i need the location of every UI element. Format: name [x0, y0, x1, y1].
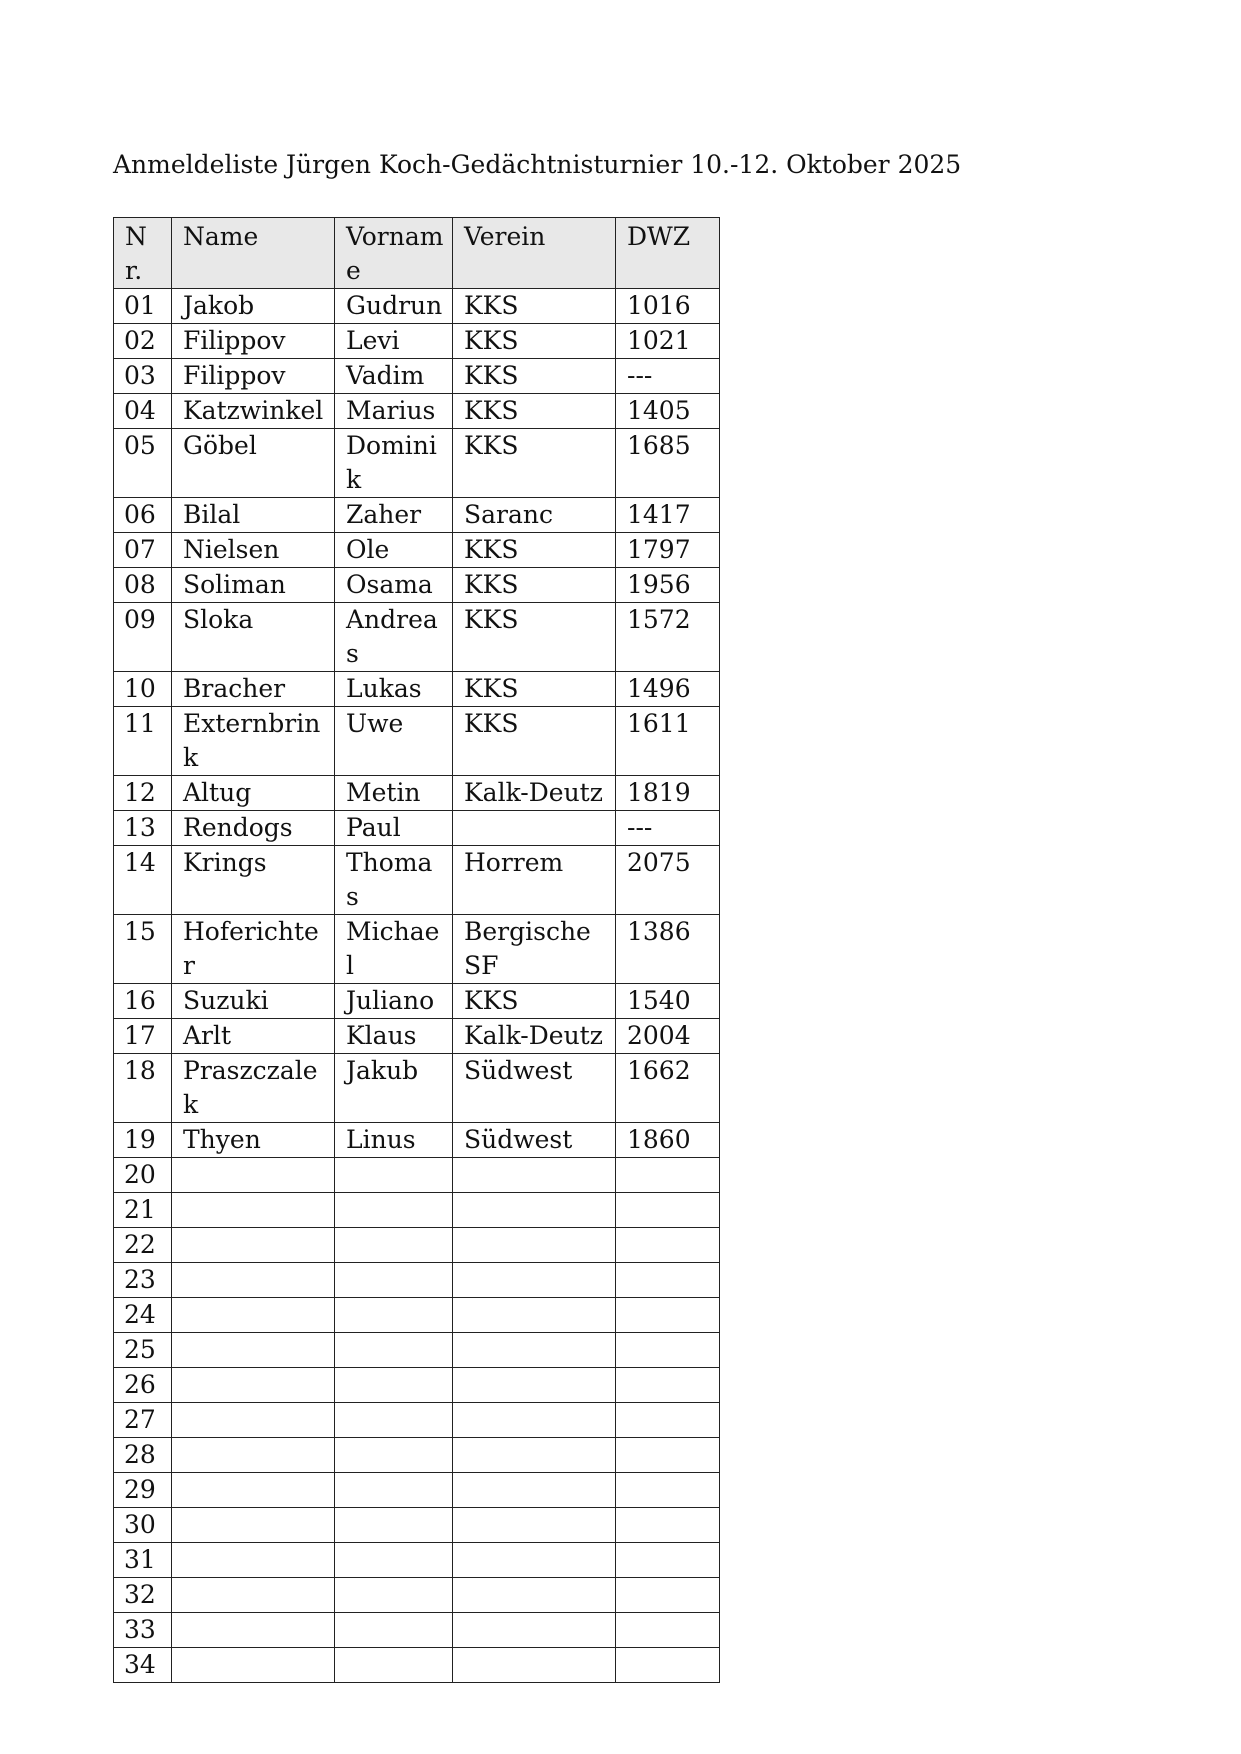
cell-verein: KKS [453, 359, 616, 394]
cell-name: Sloka [172, 603, 335, 672]
cell-name: Krings [172, 846, 335, 915]
cell-name: Rendogs [172, 811, 335, 846]
cell-dwz [616, 1578, 720, 1613]
cell-verein [453, 1508, 616, 1543]
cell-name: Thyen [172, 1123, 335, 1158]
table-row [114, 394, 720, 429]
cell-verein [453, 1648, 616, 1683]
cell-verein: KKS [453, 568, 616, 603]
table-row [114, 1368, 720, 1403]
page-title: Anmeldeliste Jürgen Koch-Gedächtnisturnier 10.-12. Oktober 2025 [113, 150, 962, 179]
cell-vorname: Vadim [335, 359, 453, 394]
table-row [114, 1054, 720, 1123]
cell-vorname [335, 1473, 453, 1508]
cell-nr: 13 [114, 811, 172, 846]
cell-verein [453, 1403, 616, 1438]
cell-dwz: 1016 [616, 289, 720, 324]
cell-verein [453, 1543, 616, 1578]
cell-nr: 02 [114, 324, 172, 359]
cell-vorname [335, 1648, 453, 1683]
cell-name: Bilal [172, 498, 335, 533]
cell-dwz [616, 1193, 720, 1228]
cell-nr: 11 [114, 707, 172, 776]
cell-nr: 34 [114, 1648, 172, 1683]
cell-name: Hoferichter [172, 915, 335, 984]
cell-vorname [335, 1613, 453, 1648]
cell-name: Externbrink [172, 707, 335, 776]
cell-name [172, 1438, 335, 1473]
table-row [114, 1228, 720, 1263]
cell-vorname: Lukas [335, 672, 453, 707]
cell-nr: 03 [114, 359, 172, 394]
table-row [114, 498, 720, 533]
cell-dwz [616, 1473, 720, 1508]
cell-vorname: Metin [335, 776, 453, 811]
cell-name: Göbel [172, 429, 335, 498]
table-row [114, 1543, 720, 1578]
cell-vorname: Gudrun [335, 289, 453, 324]
cell-dwz: 1797 [616, 533, 720, 568]
cell-verein [453, 1298, 616, 1333]
cell-nr: 27 [114, 1403, 172, 1438]
cell-nr: 09 [114, 603, 172, 672]
cell-nr: 19 [114, 1123, 172, 1158]
table-row [114, 1333, 720, 1368]
cell-nr: 14 [114, 846, 172, 915]
cell-vorname: Uwe [335, 707, 453, 776]
cell-dwz: 2075 [616, 846, 720, 915]
cell-nr: 08 [114, 568, 172, 603]
cell-verein [453, 1228, 616, 1263]
cell-vorname: Linus [335, 1123, 453, 1158]
cell-dwz: --- [616, 811, 720, 846]
cell-verein [453, 1473, 616, 1508]
table-row [114, 324, 720, 359]
cell-name: Suzuki [172, 984, 335, 1019]
table-row [114, 1193, 720, 1228]
cell-nr: 20 [114, 1158, 172, 1193]
cell-dwz: 1386 [616, 915, 720, 984]
column-header-verein: Verein [453, 218, 616, 289]
cell-vorname [335, 1333, 453, 1368]
cell-name: Nielsen [172, 533, 335, 568]
cell-name: Filippov [172, 324, 335, 359]
cell-verein [453, 1368, 616, 1403]
cell-dwz [616, 1613, 720, 1648]
cell-nr: 22 [114, 1228, 172, 1263]
cell-nr: 07 [114, 533, 172, 568]
table-row [114, 1578, 720, 1613]
column-header-nr: Nr. [114, 218, 172, 289]
cell-vorname [335, 1298, 453, 1333]
cell-verein: KKS [453, 707, 616, 776]
table-row [114, 672, 720, 707]
table-header-row [114, 218, 720, 289]
cell-verein: KKS [453, 603, 616, 672]
cell-name [172, 1578, 335, 1613]
cell-verein: KKS [453, 429, 616, 498]
cell-name [172, 1228, 335, 1263]
table-row [114, 1613, 720, 1648]
cell-vorname [335, 1263, 453, 1298]
table-row [114, 1473, 720, 1508]
cell-verein: Saranc [453, 498, 616, 533]
cell-vorname [335, 1543, 453, 1578]
cell-name: Jakob [172, 289, 335, 324]
cell-nr: 04 [114, 394, 172, 429]
cell-name: Altug [172, 776, 335, 811]
cell-name: Soliman [172, 568, 335, 603]
cell-vorname: Thomas [335, 846, 453, 915]
table-row [114, 915, 720, 984]
table-row [114, 776, 720, 811]
table-row [114, 984, 720, 1019]
cell-name [172, 1333, 335, 1368]
table-row [114, 1158, 720, 1193]
cell-dwz: 1860 [616, 1123, 720, 1158]
table-row [114, 603, 720, 672]
cell-dwz: 1611 [616, 707, 720, 776]
table-row [114, 707, 720, 776]
table-body [114, 289, 720, 1683]
table-row [114, 289, 720, 324]
table-row [114, 1019, 720, 1054]
cell-verein: KKS [453, 533, 616, 568]
cell-nr: 32 [114, 1578, 172, 1613]
cell-nr: 17 [114, 1019, 172, 1054]
cell-dwz: 1956 [616, 568, 720, 603]
cell-dwz: 1662 [616, 1054, 720, 1123]
column-header-dwz: DWZ [616, 218, 720, 289]
cell-dwz: 2004 [616, 1019, 720, 1054]
cell-name [172, 1543, 335, 1578]
cell-dwz [616, 1368, 720, 1403]
cell-verein [453, 1333, 616, 1368]
cell-verein: KKS [453, 289, 616, 324]
cell-nr: 29 [114, 1473, 172, 1508]
cell-verein: KKS [453, 324, 616, 359]
cell-vorname: Andreas [335, 603, 453, 672]
cell-name [172, 1368, 335, 1403]
cell-dwz: 1572 [616, 603, 720, 672]
cell-verein [453, 1438, 616, 1473]
cell-dwz: 1540 [616, 984, 720, 1019]
cell-verein: KKS [453, 984, 616, 1019]
table-row [114, 1403, 720, 1438]
cell-verein: Bergische SF [453, 915, 616, 984]
cell-verein [453, 1263, 616, 1298]
cell-vorname: Paul [335, 811, 453, 846]
cell-dwz [616, 1158, 720, 1193]
cell-vorname [335, 1403, 453, 1438]
cell-nr: 28 [114, 1438, 172, 1473]
cell-verein [453, 1193, 616, 1228]
cell-dwz: 1496 [616, 672, 720, 707]
table-row [114, 1508, 720, 1543]
cell-nr: 21 [114, 1193, 172, 1228]
cell-vorname: Levi [335, 324, 453, 359]
cell-dwz: 1685 [616, 429, 720, 498]
cell-dwz [616, 1333, 720, 1368]
cell-name: Filippov [172, 359, 335, 394]
cell-nr: 16 [114, 984, 172, 1019]
column-header-vorname: Vorname [335, 218, 453, 289]
cell-nr: 12 [114, 776, 172, 811]
table-row [114, 1123, 720, 1158]
cell-name [172, 1158, 335, 1193]
cell-vorname [335, 1508, 453, 1543]
cell-nr: 24 [114, 1298, 172, 1333]
cell-name: Bracher [172, 672, 335, 707]
cell-dwz: 1819 [616, 776, 720, 811]
cell-dwz: 1417 [616, 498, 720, 533]
cell-verein: Kalk-Deutz [453, 1019, 616, 1054]
cell-vorname: Jakub [335, 1054, 453, 1123]
cell-name [172, 1403, 335, 1438]
cell-vorname [335, 1193, 453, 1228]
table-row [114, 1298, 720, 1333]
cell-verein: KKS [453, 672, 616, 707]
cell-nr: 15 [114, 915, 172, 984]
cell-name [172, 1648, 335, 1683]
table-row [114, 1438, 720, 1473]
cell-name [172, 1508, 335, 1543]
cell-vorname: Zaher [335, 498, 453, 533]
cell-vorname: Ole [335, 533, 453, 568]
table-row [114, 359, 720, 394]
cell-nr: 26 [114, 1368, 172, 1403]
cell-vorname: Juliano [335, 984, 453, 1019]
registration-table [113, 217, 720, 1683]
cell-verein: KKS [453, 394, 616, 429]
cell-vorname: Osama [335, 568, 453, 603]
cell-nr: 23 [114, 1263, 172, 1298]
cell-nr: 01 [114, 289, 172, 324]
cell-verein [453, 1158, 616, 1193]
cell-nr: 05 [114, 429, 172, 498]
cell-vorname [335, 1368, 453, 1403]
cell-name [172, 1473, 335, 1508]
cell-nr: 31 [114, 1543, 172, 1578]
table-row [114, 429, 720, 498]
cell-vorname [335, 1578, 453, 1613]
cell-verein [453, 1613, 616, 1648]
cell-dwz [616, 1263, 720, 1298]
column-header-name: Name [172, 218, 335, 289]
cell-verein [453, 1578, 616, 1613]
cell-vorname [335, 1158, 453, 1193]
cell-nr: 33 [114, 1613, 172, 1648]
table-row [114, 846, 720, 915]
cell-name [172, 1613, 335, 1648]
table-row [114, 811, 720, 846]
table-row [114, 533, 720, 568]
cell-dwz [616, 1648, 720, 1683]
cell-nr: 25 [114, 1333, 172, 1368]
cell-name [172, 1263, 335, 1298]
cell-dwz [616, 1298, 720, 1333]
cell-verein [453, 811, 616, 846]
cell-name [172, 1298, 335, 1333]
cell-vorname [335, 1438, 453, 1473]
cell-verein: Kalk-Deutz [453, 776, 616, 811]
cell-dwz: 1405 [616, 394, 720, 429]
cell-nr: 06 [114, 498, 172, 533]
table-row [114, 568, 720, 603]
cell-vorname [335, 1228, 453, 1263]
cell-nr: 18 [114, 1054, 172, 1123]
cell-verein: Südwest [453, 1123, 616, 1158]
cell-vorname: Michael [335, 915, 453, 984]
table-row [114, 1263, 720, 1298]
cell-vorname: Klaus [335, 1019, 453, 1054]
cell-dwz [616, 1403, 720, 1438]
cell-nr: 10 [114, 672, 172, 707]
cell-name: Katzwinkel [172, 394, 335, 429]
cell-name [172, 1193, 335, 1228]
cell-dwz [616, 1543, 720, 1578]
cell-dwz: --- [616, 359, 720, 394]
cell-name: Arlt [172, 1019, 335, 1054]
cell-dwz [616, 1438, 720, 1473]
table-row [114, 1648, 720, 1683]
cell-verein: Horrem [453, 846, 616, 915]
cell-verein: Südwest [453, 1054, 616, 1123]
cell-dwz: 1021 [616, 324, 720, 359]
cell-vorname: Dominik [335, 429, 453, 498]
cell-name: Praszczalek [172, 1054, 335, 1123]
cell-vorname: Marius [335, 394, 453, 429]
cell-nr: 30 [114, 1508, 172, 1543]
cell-dwz [616, 1508, 720, 1543]
cell-dwz [616, 1228, 720, 1263]
